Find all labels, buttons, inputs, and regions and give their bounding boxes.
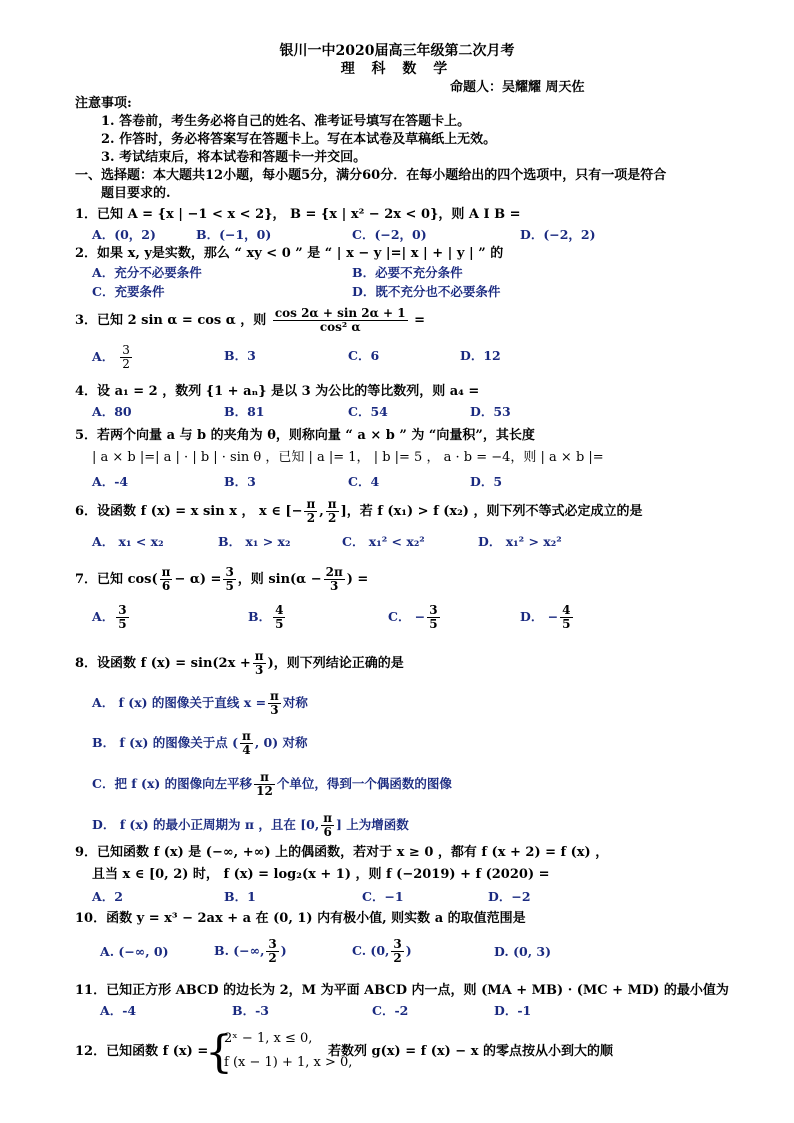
q7-option-a-frac: [116, 604, 128, 631]
q7-option-b-frac: [273, 604, 285, 631]
q7-option-c-label: C． −: [388, 609, 426, 624]
q12-case-1: 2ˣ − 1, x ≤ 0,: [224, 1031, 313, 1046]
q7-option-c-den: 5: [429, 617, 438, 631]
q5-option-d: D．5: [470, 474, 503, 489]
q6-stem-text: 6．设函数 f (x) = x sin x ， x ∈ [−: [75, 504, 303, 519]
q6-option-d: D． x₁² > x₂²: [478, 534, 562, 549]
q4-option-d: D．53: [470, 404, 511, 419]
q7-stem-d: ) =: [346, 572, 369, 587]
q8-option-d-tail: ] 上为增函数: [336, 817, 409, 832]
section-1-line-2: 题目要求的.: [101, 186, 171, 201]
q10-option-c-num: 3: [393, 937, 402, 951]
q10-option-d: D. (0, 3): [494, 944, 552, 959]
q3-fraction: [273, 307, 408, 334]
q2-option-a: A．充分不必要条件: [92, 265, 202, 280]
q6-stem: 6．设函数 f (x) = x sin x ， x ∈ [− $\frac{\pi}{2}$ , $\frac{\pi}{2}$ ]，若 f (x₁) > f (x₂) ，则下列不等式必定成立的是: [75, 497, 643, 525]
q7-frac-3: [324, 566, 345, 593]
q3-equals: =: [414, 313, 426, 328]
q7-option-a: [92, 604, 131, 631]
q8-option-c-tail: 个单位，得到一个偶函数的图像: [276, 776, 452, 791]
q6-frac2-num: π: [327, 497, 337, 511]
q8-option-b-tail: , 0) 对称: [254, 735, 308, 750]
q6-option-c: C． x₁² < x₂²: [342, 534, 425, 549]
q7-option-d-frac: [560, 604, 572, 631]
q7-option-c-frac: [427, 604, 439, 631]
q7-option-b: [248, 604, 287, 631]
q10-option-b: [214, 938, 287, 965]
q8-stem-a: 8．设函数 f (x) = sin(2x +: [75, 656, 251, 671]
q10-stem: 10．函数 y = x³ − 2ax + a 在 (0, 1) 内有极小值, 则实数 a 的取值范围是: [75, 911, 526, 926]
q3-option-d: D．12: [460, 348, 501, 363]
q8-stem: [75, 650, 404, 677]
q12-stem-a: 12．已知函数 f (x) =: [75, 1044, 209, 1059]
q8-option-b-text: B． f (x) 的图像关于点 (: [92, 735, 239, 750]
q8-option-d-text: D． f (x) 的最小正周期为 π ，且在 [0,: [92, 817, 320, 832]
q4-option-a: A．80: [92, 404, 132, 419]
q5-stem-line-2: | a × b |=| a | · | b | · sin θ ，已知 | a |= 1， | b |= 5 ， a · b = −4，则 | a × b |=: [92, 450, 604, 465]
q8-option-a-frac: [268, 690, 281, 717]
q9-option-d: D．−2: [488, 889, 531, 904]
q5-stem-line-1: 5．若两个向量 a 与 b 的夹角为 θ，则称向量 “ a × b ” 为 “向量积”，其长度: [75, 428, 535, 443]
q6-stem-tail: ]，若 f (x₁) > f (x₂) ，则下列不等式必定成立的是: [340, 504, 643, 519]
q8-option-c-text: C．把 f (x) 的图像向左平移: [92, 776, 253, 791]
q7-stem-c: ，则 sin(α −: [237, 572, 322, 587]
q9-stem-line-2: 且当 x ∈ [0, 2) 时， f (x) = log₂(x + 1) ，则 f (−2019) + f (2020) =: [92, 867, 550, 882]
notes-heading: 注意事项:: [75, 96, 132, 111]
q1-stem: 1．已知 A = {x | −1 < x < 2}， B = {x | x² − 2x < 0}，则 A I B =: [75, 207, 521, 222]
q10-option-a: A. (−∞, 0): [100, 944, 169, 959]
q8-frac-den: 3: [254, 663, 264, 677]
q7-option-d: [520, 604, 575, 631]
q10-option-b-tail: ): [280, 943, 287, 958]
note-1: 1. 答卷前，考生务必将自己的姓名、准考证号填写在答题卡上。: [101, 114, 471, 129]
q11-option-a: A．-4: [100, 1003, 137, 1018]
q12-case-2: f (x − 1) + 1, x > 0,: [224, 1055, 353, 1070]
q3-stem: [75, 307, 425, 334]
q6-fraction-2: [326, 498, 339, 525]
q7-stem-b: − α) =: [174, 572, 222, 587]
note-2: 2. 作答时，务必将答案写在答题卡上。写在本试卷及草稿纸上无效。: [101, 132, 497, 147]
q8-frac-num: π: [254, 649, 264, 663]
exam-authors: 命题人：吴耀耀 周天佐: [450, 80, 585, 95]
q8-option-d: [92, 812, 409, 839]
q1-option-a: A．(0，2): [92, 227, 156, 242]
q8-option-c-num: π: [254, 771, 275, 785]
q7-option-b-num: 4: [275, 603, 284, 617]
q8-option-b-den: 4: [242, 743, 251, 757]
q8-option-c-frac: [254, 771, 275, 798]
q7-option-a-label: A．: [92, 609, 115, 624]
q11-stem: 11．已知正方形 ABCD 的边长为 2，M 为平面 ABCD 内一点，则 (MA + MB) · (MC + MD) 的最小值为: [75, 983, 729, 998]
q8-option-d-num: π: [323, 811, 333, 825]
q2-stem: 2．如果 x, y是实数，那么 “ xy < 0 ” 是 “ | x − y |=| x | + | y | ” 的: [75, 246, 504, 261]
q6-frac2-den: 2: [328, 511, 337, 525]
q6-frac1-den: 2: [306, 511, 316, 525]
q7-option-d-label: D． −: [520, 609, 559, 624]
q3-numerator: cos 2α + sin 2α + 1: [274, 306, 406, 320]
q10-option-c: [352, 938, 412, 965]
q8-option-a-den: 3: [270, 703, 279, 717]
q1-option-b: B．(−1，0): [196, 227, 272, 242]
q8-frac: [253, 650, 266, 677]
q6-fraction-1: [304, 498, 317, 525]
q7-frac3-num: 2π: [325, 565, 343, 579]
q8-option-c: [92, 771, 452, 798]
q7-stem: [75, 566, 368, 593]
q7-option-c: [388, 604, 442, 631]
q3-option-c: C．6: [348, 348, 380, 363]
q8-option-a: [92, 690, 308, 717]
q3-option-b: B．3: [224, 348, 256, 363]
q7-option-b-label: B．: [248, 609, 272, 624]
q10-option-c-den: 2: [393, 951, 402, 965]
q11-option-c: C．-2: [372, 1003, 409, 1018]
exam-subject: 理 科 数 学: [340, 61, 454, 77]
q7-stem-a: 7．已知 cos(: [75, 572, 158, 587]
q4-option-b: B．81: [224, 404, 265, 419]
q10-option-b-den: 2: [268, 951, 277, 965]
q7-option-d-den: 5: [562, 617, 571, 631]
q12-stem-b: 若数列 g(x) = f (x) − x 的零点按从小到大的顺: [328, 1044, 614, 1059]
q3-stem-text: 3．已知 2 sin α = cos α ，则: [75, 313, 267, 328]
exam-title: 银川一中2020届高三年级第二次月考: [279, 43, 515, 59]
q9-option-c: C．−1: [362, 889, 404, 904]
q2-option-d: D．既不充分也不必要条件: [352, 284, 501, 299]
q3-option-a-fraction: [120, 344, 132, 371]
q7-option-c-num: 3: [429, 603, 438, 617]
q7-option-d-num: 4: [562, 603, 571, 617]
q3-option-a-den: 2: [122, 357, 130, 371]
q2-option-c: C．充要条件: [92, 284, 165, 299]
q8-option-b-frac: [240, 730, 253, 757]
q4-option-c: C．54: [348, 404, 388, 419]
q8-option-b: [92, 730, 308, 757]
q8-option-b-num: π: [242, 729, 251, 743]
q11-option-d: D．-1: [494, 1003, 532, 1018]
q10-option-c-frac: [391, 938, 403, 965]
section-1-line-1: 一、选择题：本大题共12小题，每小题5分，满分60分．在每小题给出的四个选项中，只有一项是符合: [75, 168, 667, 183]
q5-option-c: C．4: [348, 474, 380, 489]
q2-option-b: B．必要不充分条件: [352, 265, 463, 280]
q8-option-a-num: π: [270, 689, 279, 703]
piecewise-brace: {: [205, 1027, 233, 1078]
q10-option-b-text: B. (−∞,: [214, 943, 265, 958]
q10-option-c-text: C. (0,: [352, 943, 390, 958]
q10-option-b-frac: [266, 938, 278, 965]
watermark: [560, 706, 570, 730]
q6-option-a: A． x₁ < x₂: [92, 534, 164, 549]
q7-frac2-den: 5: [225, 579, 234, 593]
q7-frac-1: [160, 566, 173, 593]
q7-frac2-num: 3: [225, 565, 234, 579]
q1-option-c: C．(−2，0): [352, 227, 427, 242]
q8-option-d-den: 6: [323, 825, 332, 839]
q9-stem-line-1: 9．已知函数 f (x) 是 (−∞, +∞) 上的偶函数，若对于 x ≥ 0 ，都有 f (x + 2) = f (x) ，: [75, 845, 609, 860]
q9-option-a: A．2: [92, 889, 123, 904]
q8-stem-b: )，则下列结论正确的是: [267, 656, 404, 671]
q6-option-b: B． x₁ > x₂: [218, 534, 291, 549]
q8-option-c-den: 12: [256, 784, 273, 798]
q8-option-a-tail: 对称: [282, 695, 308, 710]
q8-option-d-frac: [321, 812, 334, 839]
q5-option-b: B．3: [224, 474, 256, 489]
q10-option-b-num: 3: [268, 937, 277, 951]
q7-frac-2: [223, 566, 235, 593]
q3-option-a-label: A．: [92, 349, 115, 364]
q7-frac3-den: 3: [330, 579, 339, 593]
q7-option-a-num: 3: [118, 603, 127, 617]
q1-option-d: D．(−2，2): [520, 227, 596, 242]
note-3: 3. 考试结束后，将本试卷和答题卡一并交回。: [101, 150, 367, 165]
q9-option-b: B．1: [224, 889, 256, 904]
q6-frac1-num: π: [306, 497, 316, 511]
q11-option-b: B．-3: [232, 1003, 269, 1018]
q10-option-c-tail: ): [405, 943, 412, 958]
q3-denominator: cos² α: [319, 320, 361, 334]
q4-stem: 4．设 a₁ = 2 ，数列 {1 + aₙ} 是以 3 为公比的等比数列，则 a₄ =: [75, 384, 480, 399]
q7-frac1-den: 6: [161, 579, 171, 593]
q3-option-a-num: 3: [122, 343, 130, 357]
q3-option-a: [92, 344, 134, 371]
q7-frac1-num: π: [161, 565, 171, 579]
q5-option-a: A．-4: [92, 474, 129, 489]
q8-option-a-text: A． f (x) 的图像关于直线 x =: [92, 695, 267, 710]
q7-option-a-den: 5: [118, 617, 127, 631]
q7-option-b-den: 5: [275, 617, 284, 631]
